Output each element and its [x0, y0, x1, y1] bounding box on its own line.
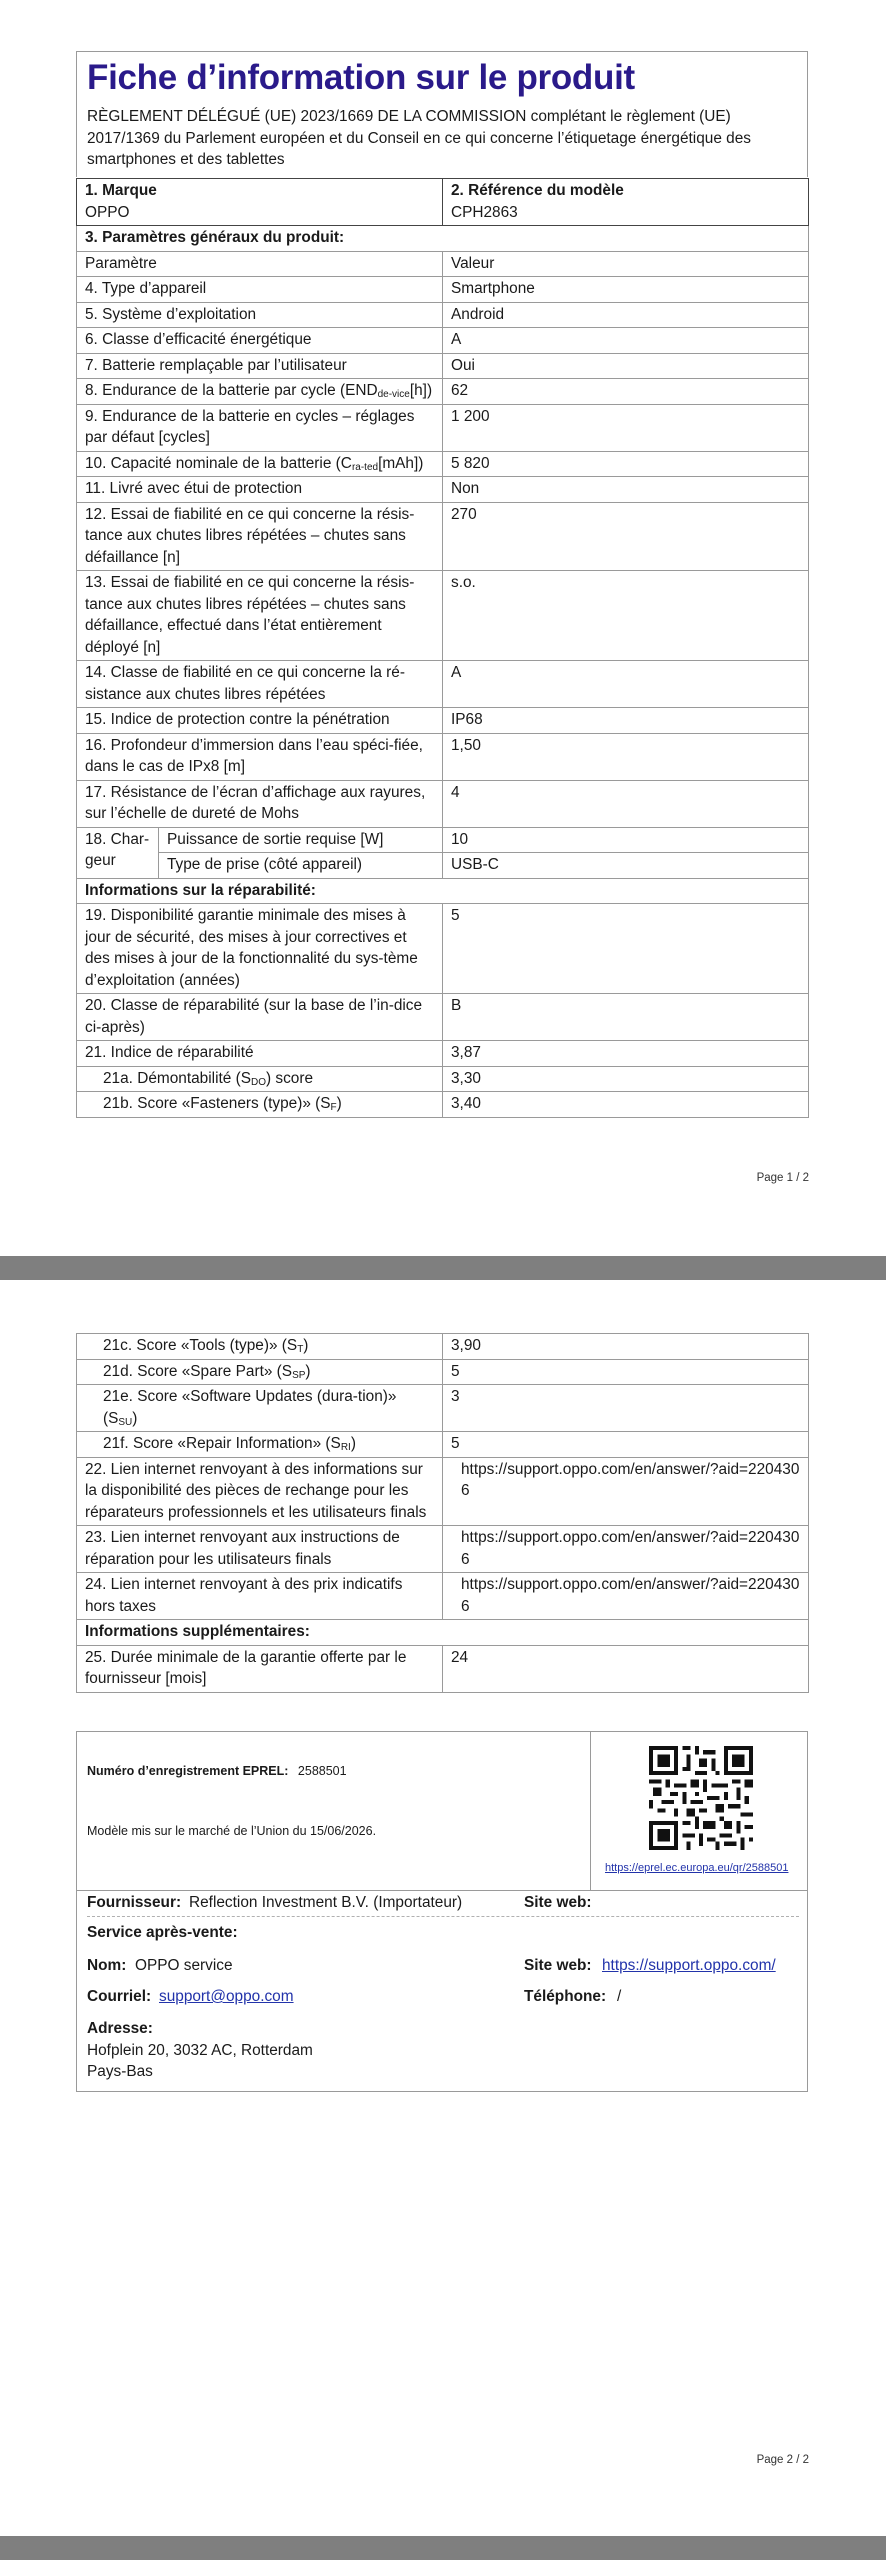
- row-label: [77, 477, 443, 503]
- table-row: [77, 1041, 809, 1067]
- address-line1: Hofplein 20, 3032 AC, Rotterdam: [87, 2042, 313, 2059]
- row-value: 4: [443, 780, 809, 827]
- table-row: [77, 451, 809, 477]
- label-text: 9. Endurance de la batterie en cycles – réglages par défaut [cycles]: [85, 407, 415, 446]
- table-row: [77, 353, 809, 379]
- label-text: 14. Classe de fiabilité en ce qui concerne la ré-sistance aux chutes libres répétées: [85, 664, 405, 703]
- label-text: 8. Endurance de la batterie par cycle (END: [85, 382, 378, 399]
- row-label: [77, 571, 443, 661]
- row-label: [77, 353, 443, 379]
- table-row: [77, 502, 809, 571]
- label-text: 12. Essai de fiabilité en ce qui concerne la résis-tance aux chutes libres répétées – chutes sans défaillance [n]: [85, 505, 415, 566]
- label-text: 21. Indice de réparabilité: [85, 1044, 254, 1061]
- row-value: 5 820: [443, 451, 809, 477]
- row-label: [77, 661, 443, 708]
- address-line2: Pays-Bas: [87, 2063, 153, 2080]
- qr-area: [590, 1732, 810, 1890]
- label-subscript: SP: [292, 1369, 306, 1381]
- label-text-end: ): [350, 1435, 356, 1452]
- table-row: [77, 994, 809, 1041]
- table-row: [77, 1526, 809, 1573]
- row-value: https://support.oppo.com/en/answer/?aid=2204306: [443, 1457, 809, 1526]
- warranty-label: 25. Durée minimale de la garantie offerte par le fournisseur [mois]: [77, 1645, 443, 1692]
- row-label: [77, 994, 443, 1041]
- row-value: 5: [443, 1432, 809, 1458]
- page2-body: [77, 1334, 809, 1620]
- row-label: [77, 379, 443, 405]
- row-value: Oui: [443, 353, 809, 379]
- address-label: Adresse:: [87, 2020, 153, 2037]
- table-row: [77, 1457, 809, 1526]
- label-text: 20. Classe de réparabilité (sur la base de l’in-dice ci-après): [85, 997, 423, 1036]
- label-text: 24. Lien internet renvoyant à des prix indicatifs hors taxes: [85, 1576, 403, 1615]
- row-value: Valeur: [443, 251, 809, 277]
- service-title: Service après-vente:: [87, 1924, 238, 1941]
- warranty-row: [77, 1645, 809, 1692]
- label-text: 21b. Score «Fasteners (type)» (S: [103, 1095, 331, 1112]
- row-label: [77, 780, 443, 827]
- supplier-box: [76, 1891, 808, 2092]
- market-date: Modèle mis sur le marché de l’Union du 15/06/2026.: [87, 1824, 377, 1838]
- label-text: 21c. Score «Tools (type)» (S: [103, 1337, 298, 1354]
- label-subscript: ra-ted: [351, 461, 379, 473]
- row-label: [77, 328, 443, 354]
- service-site-link[interactable]: https://support.oppo.com/: [602, 1957, 776, 1974]
- table-row: [77, 1385, 809, 1432]
- charger-row: [77, 853, 809, 879]
- table-row: [77, 733, 809, 780]
- supplier-label: Fournisseur:: [87, 1894, 182, 1911]
- model-cell: [443, 179, 809, 226]
- label-text: Paramètre: [85, 254, 157, 272]
- page-title: Fiche d’information sur le produit: [87, 58, 635, 97]
- row-label: [77, 1066, 443, 1092]
- row-value: 5: [443, 904, 809, 994]
- label-text: 13. Essai de fiabilité en ce qui concerne la résis-tance aux chutes libres répétées – chutes sans défaillance, effectué dans l’état entièrement déployé [n]: [85, 574, 415, 656]
- table-row: [77, 404, 809, 451]
- regulation-intro: RÈGLEMENT DÉLÉGUÉ (UE) 2023/1669 DE LA COMMISSION complétant le règlement (UE) 2017/1369 du Parlement européen et du Conseil en ce qui concerne l’étiquetage énergétique des smartphones et des tablettes: [87, 108, 751, 168]
- table-row: [77, 571, 809, 661]
- row-value: 3: [443, 1385, 809, 1432]
- label-subscript: de-vice: [377, 389, 410, 400]
- eprel-box: [76, 1731, 808, 1891]
- row-value: 1,50: [443, 733, 809, 780]
- row-value: 3,87: [443, 1041, 809, 1067]
- row-label: [77, 1385, 443, 1432]
- table-row: [77, 661, 809, 708]
- label-text: 21f. Score «Repair Information» (S: [103, 1435, 341, 1452]
- row-value: 62: [443, 379, 809, 405]
- row-value: IP68: [443, 708, 809, 734]
- table-row: [77, 1432, 809, 1458]
- section-general: 3. Paramètres généraux du produit:: [77, 226, 809, 252]
- table-row: [77, 904, 809, 994]
- label-subscript: DO: [251, 1076, 266, 1088]
- label-text-end: ): [132, 1409, 138, 1427]
- row-value: 270: [443, 502, 809, 571]
- row-value: s.o.: [443, 571, 809, 661]
- row-label: [77, 277, 443, 303]
- supplier-row: [87, 1891, 799, 1917]
- repair-body: [77, 904, 809, 1118]
- table-row: [77, 1092, 809, 1118]
- label-text-end: ): [303, 1337, 309, 1354]
- label-text-end: ) score: [266, 1069, 314, 1087]
- table-row: [77, 1573, 809, 1620]
- warranty-value: 24: [443, 1645, 809, 1692]
- service-site-label: Site web:: [524, 1957, 592, 1974]
- model-label: 2. Référence du modèle: [451, 182, 624, 199]
- eprel-reg-value: 2588501: [297, 1764, 347, 1778]
- row-label: [77, 708, 443, 734]
- row-label: [77, 733, 443, 780]
- label-text: 16. Profondeur d’immersion dans l’eau spéci-fiée, dans le cas de IPx8 [m]: [85, 736, 423, 775]
- row-value: 5: [443, 1359, 809, 1385]
- charger-plug-value: USB-C: [443, 853, 809, 879]
- row-label: [77, 1432, 443, 1458]
- label-text: 21a. Démontabilité (S: [103, 1069, 251, 1087]
- label-subscript: RI: [340, 1442, 351, 1453]
- label-text-end: [h]): [409, 382, 433, 399]
- label-text: 17. Résistance de l’écran d’affichage aux rayures, sur l’échelle de dureté de Mohs: [85, 783, 426, 822]
- qr-code-icon[interactable]: [649, 1746, 753, 1850]
- table-row: [77, 251, 809, 277]
- label-text-end: [mAh]): [378, 454, 424, 472]
- eprel-qr-link[interactable]: https://eprel.ec.europa.eu/qr/2588501: [605, 1862, 789, 1874]
- row-value: 1 200: [443, 404, 809, 451]
- label-subscript: F: [330, 1102, 337, 1113]
- email-label: Courriel:: [87, 1988, 152, 2005]
- label-text: 5. Système d’exploitation: [85, 305, 257, 323]
- row-value: https://support.oppo.com/en/answer/?aid=2204306: [443, 1573, 809, 1620]
- page-number: Page 2 / 2: [756, 2454, 809, 2466]
- row-label: [77, 1041, 443, 1067]
- label-text: 4. Type d’appareil: [85, 280, 207, 297]
- row-value: 3,90: [443, 1334, 809, 1360]
- label-text: 6. Classe d’efficacité énergétique: [85, 331, 312, 348]
- phone-value: /: [617, 1988, 622, 2005]
- table-row: [77, 328, 809, 354]
- row-value: A: [443, 661, 809, 708]
- supplier-site-label: Site web:: [524, 1894, 592, 1911]
- row-label: [77, 451, 443, 477]
- service-name-label: Nom:: [87, 1957, 127, 1974]
- phone-label: Téléphone:: [524, 1988, 607, 2005]
- service-name-value: OPPO service: [135, 1957, 233, 1974]
- label-text: 21d. Score «Spare Part» (S: [103, 1362, 293, 1380]
- table-row: [77, 780, 809, 827]
- brand-model-row: [77, 179, 809, 226]
- row-value: B: [443, 994, 809, 1041]
- label-text: 23. Lien internet renvoyant aux instructions de réparation pour les utilisateurs finals: [85, 1529, 400, 1568]
- row-label: [77, 1359, 443, 1385]
- label-subscript: T: [297, 1344, 304, 1355]
- row-label: [77, 1092, 443, 1118]
- header-box: [76, 51, 808, 177]
- brand-cell: [77, 179, 443, 226]
- section-extra: Informations supplémentaires:: [77, 1620, 809, 1646]
- label-text: 21e. Score «Software Updates (dura-tion)» (S: [103, 1388, 397, 1427]
- row-value: Non: [443, 477, 809, 503]
- charger-label: 18. Char-geur: [77, 827, 159, 878]
- charger-plug-label: Type de prise (côté appareil): [159, 853, 443, 879]
- label-subscript: SU: [118, 1416, 133, 1428]
- row-value: A: [443, 328, 809, 354]
- model-value: CPH2863: [451, 203, 518, 221]
- row-label: [77, 904, 443, 994]
- charger-power-label: Puissance de sortie requise [W]: [159, 827, 443, 853]
- row-label: [77, 1334, 443, 1360]
- row-label: [77, 302, 443, 328]
- charger-power-value: 10: [443, 827, 809, 853]
- table-row: [77, 379, 809, 405]
- row-label: [77, 404, 443, 451]
- row-label: [77, 1573, 443, 1620]
- row-value: https://support.oppo.com/en/answer/?aid=2204306: [443, 1526, 809, 1573]
- table-row: [77, 1359, 809, 1385]
- supplier-value: Reflection Investment B.V. (Importateur): [189, 1894, 463, 1911]
- row-label: [77, 251, 443, 277]
- row-value: 3,40: [443, 1092, 809, 1118]
- row-label: [77, 502, 443, 571]
- label-text-end: ): [305, 1362, 311, 1380]
- label-text: 10. Capacité nominale de la batterie (C: [85, 454, 352, 472]
- table-row: [77, 708, 809, 734]
- label-text: 22. Lien internet renvoyant à des informations sur la disponibilité des pièces de rechange pour les réparateurs professionnels et les utilisateurs finals: [85, 1460, 427, 1521]
- repair-table-continued: [76, 1333, 809, 1693]
- label-text-end: ): [336, 1095, 342, 1112]
- page-number: Page 1 / 2: [756, 1172, 809, 1184]
- table-row: [77, 302, 809, 328]
- row-value: Android: [443, 302, 809, 328]
- label-text: 11. Livré avec étui de protection: [85, 480, 303, 497]
- label-text: 7. Batterie remplaçable par l’utilisateur: [85, 356, 347, 374]
- row-label: [77, 1526, 443, 1573]
- section-repair: Informations sur la réparabilité:: [77, 878, 809, 904]
- eprel-reg-label: Numéro d’enregistrement EPREL:: [87, 1764, 289, 1778]
- params-body: [77, 251, 809, 827]
- table-row: [77, 477, 809, 503]
- row-value: 3,30: [443, 1066, 809, 1092]
- table-row: [77, 1066, 809, 1092]
- table-row: [77, 277, 809, 303]
- page-1: [0, 0, 886, 1256]
- table-row: [77, 1334, 809, 1360]
- charger-row: [77, 827, 809, 853]
- product-info-table: [76, 178, 809, 1118]
- page-separator: [0, 2536, 886, 2560]
- row-value: Smartphone: [443, 277, 809, 303]
- label-text: 19. Disponibilité garantie minimale des mises à jour de sécurité, des mises à jour correctives et des mises à jour de la fonctionnalité du sys-tème d’exploitation (années): [85, 907, 418, 989]
- row-label: [77, 1457, 443, 1526]
- brand-value: OPPO: [85, 203, 130, 221]
- label-text: 15. Indice de protection contre la pénétration: [85, 711, 390, 728]
- brand-label: 1. Marque: [85, 182, 157, 199]
- email-link[interactable]: support@oppo.com: [159, 1988, 294, 2005]
- page-separator: [0, 1256, 886, 1280]
